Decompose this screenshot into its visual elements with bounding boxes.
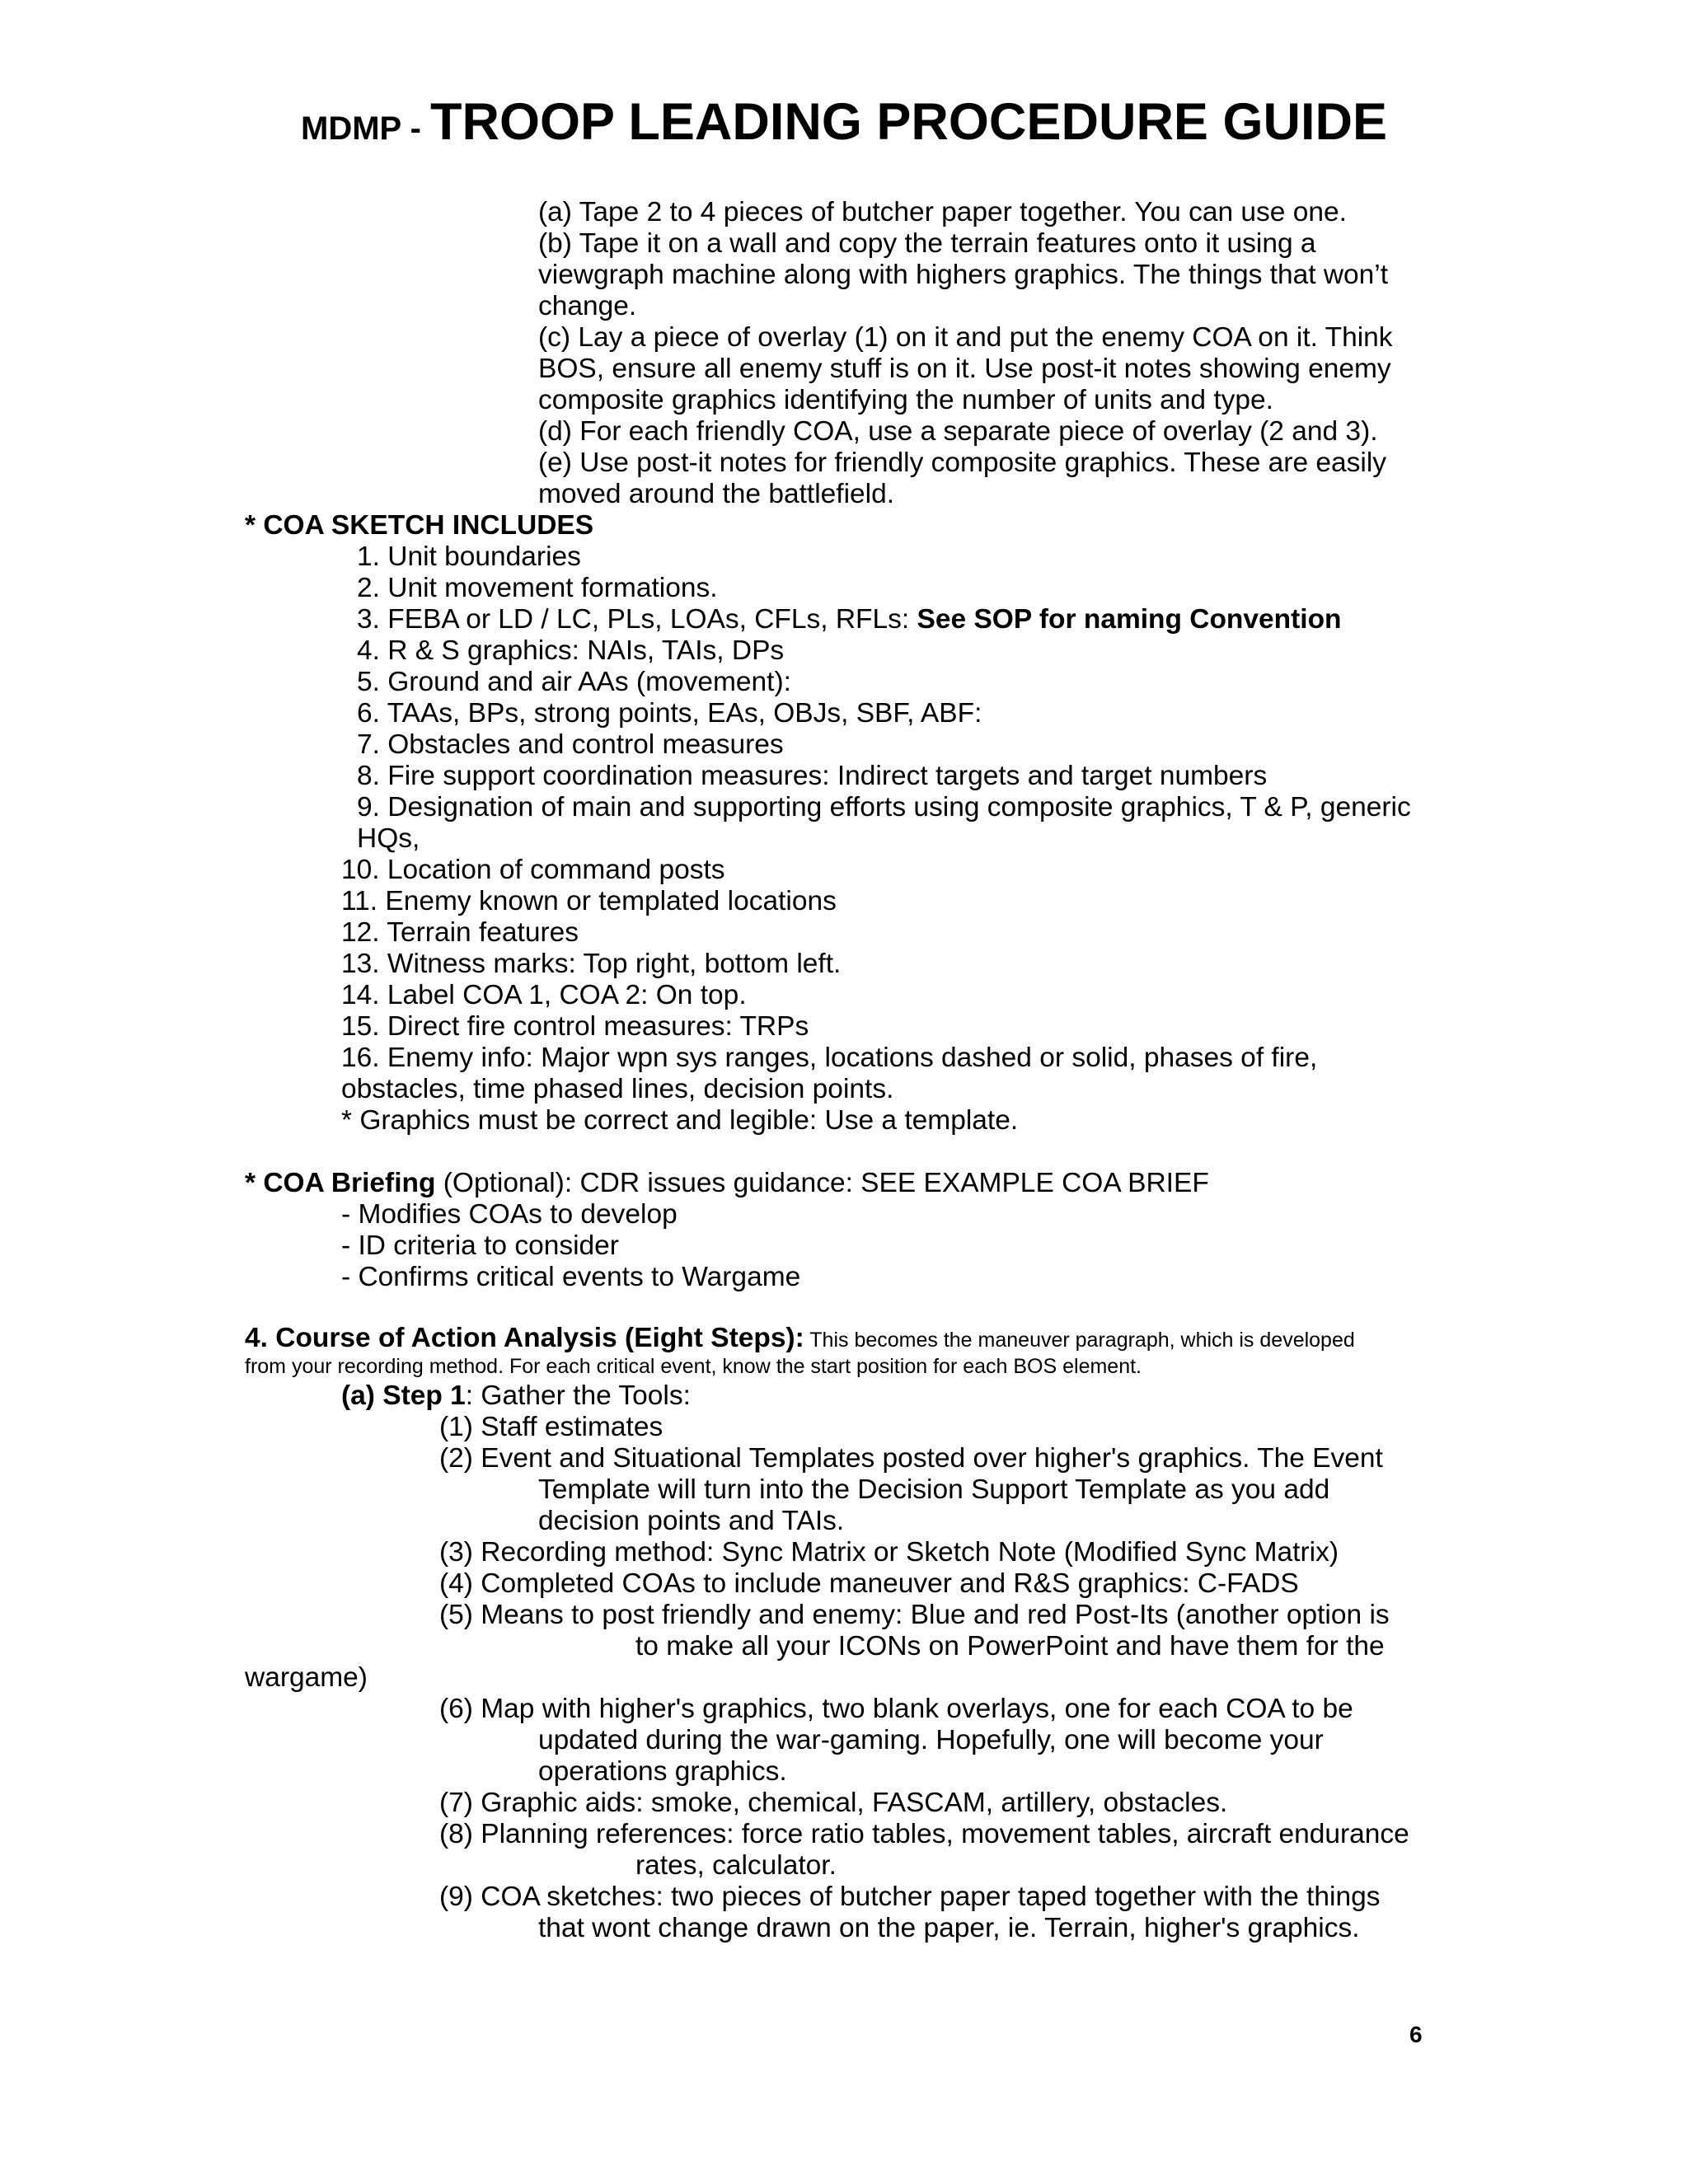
- page-number: 6: [1409, 2022, 1423, 2047]
- sketch-item: 12. Terrain features: [341, 917, 579, 948]
- sketch-item: 15. Direct fire control measures: TRPs: [341, 1011, 809, 1042]
- tool-item-cont: rates, calculator.: [635, 1850, 837, 1881]
- tool-item-cont: wargame): [245, 1662, 368, 1693]
- step-1-text: : Gather the Tools:: [465, 1380, 691, 1411]
- sop-naming-note: See SOP for naming Convention: [917, 604, 1342, 635]
- tool-item-cont: updated during the war-gaming. Hopefully, one will become your: [538, 1725, 1324, 1755]
- page-title: [0, 92, 1688, 152]
- coa-briefing: [245, 1168, 1209, 1199]
- coa-sketch-heading: * COA SKETCH INCLUDES: [245, 510, 594, 541]
- butcher-step-c-cont: composite graphics identifying the number of units and type.: [538, 385, 1273, 415]
- sketch-item-cont: HQs,: [357, 823, 420, 854]
- graphics-note: * Graphics must be correct and legible: Use a template.: [341, 1105, 1019, 1136]
- butcher-step-b: (b) Tape it on a wall and copy the terrain features onto it using a: [538, 228, 1316, 259]
- sketch-item: 8. Fire support coordination measures: Indirect targets and target numbers: [357, 761, 1268, 791]
- tool-item-cont: decision points and TAIs.: [538, 1506, 845, 1536]
- tool-item-cont: that wont change drawn on the paper, ie. Terrain, higher's graphics.: [538, 1913, 1360, 1943]
- tool-item: (4) Completed COAs to include maneuver and R&S graphics: C-FADS: [439, 1568, 1299, 1599]
- tool-item: (9) COA sketches: two pieces of butcher paper taped together with the things: [439, 1882, 1381, 1912]
- tool-item: (6) Map with higher's graphics, two blank overlays, one for each COA to be: [439, 1694, 1353, 1724]
- title-main: TROOP LEADING PROCEDURE GUIDE: [430, 93, 1387, 151]
- briefing-bullet: - Modifies COAs to develop: [341, 1199, 678, 1230]
- analysis-title: 4. Course of Action Analysis (Eight Steps):: [245, 1323, 804, 1353]
- butcher-step-b-cont: change.: [538, 291, 637, 321]
- sketch-item: 16. Enemy info: Major wpn sys ranges, locations dashed or solid, phases of fire,: [341, 1043, 1318, 1073]
- step-1: [341, 1380, 691, 1412]
- tool-item-cont: operations graphics.: [538, 1756, 787, 1787]
- butcher-step-b-cont: viewgraph machine along with highers graphics. The things that won’t: [538, 260, 1389, 290]
- sketch-item: 11. Enemy known or templated locations: [341, 886, 837, 916]
- sketch-item: 9. Designation of main and supporting efforts using composite graphics, T & P, generic: [357, 792, 1411, 823]
- briefing-text: (Optional): CDR issues guidance: SEE EXAMPLE COA BRIEF: [435, 1168, 1209, 1198]
- briefing-bullet: - ID criteria to consider: [341, 1230, 619, 1261]
- sketch-item: 7. Obstacles and control measures: [357, 729, 784, 760]
- tool-item: (3) Recording method: Sync Matrix or Sketch Note (Modified Sync Matrix): [439, 1537, 1339, 1568]
- sketch-item: 6. TAAs, BPs, strong points, EAs, OBJs, SBF, ABF:: [357, 698, 982, 729]
- tool-item: (8) Planning references: force ratio tables, movement tables, aircraft endurance: [439, 1819, 1409, 1849]
- butcher-step-d: (d) For each friendly COA, use a separate piece of overlay (2 and 3).: [538, 416, 1378, 447]
- sketch-item: 14. Label COA 1, COA 2: On top.: [341, 980, 747, 1010]
- tool-item: (1) Staff estimates: [439, 1412, 663, 1442]
- sketch-item: 13. Witness marks: Top right, bottom left.: [341, 949, 842, 979]
- butcher-step-a: (a) Tape 2 to 4 pieces of butcher paper together. You can use one.: [538, 197, 1347, 227]
- sketch-item: 4. R & S graphics: NAIs, TAIs, DPs: [357, 635, 785, 666]
- briefing-label: COA Briefing: [263, 1168, 436, 1198]
- sketch-item-cont: obstacles, time phased lines, decision points.: [341, 1074, 894, 1104]
- butcher-step-c-cont: BOS, ensure all enemy stuff is on it. Use post-it notes showing enemy: [538, 354, 1391, 384]
- coa-analysis-heading: [245, 1323, 1355, 1356]
- title-prefix: MDMP -: [301, 110, 431, 147]
- sketch-item: 10. Location of command posts: [341, 855, 725, 885]
- analysis-note-cont: from your recording method. For each critical event, know the start position for each BOS element.: [245, 1355, 1142, 1378]
- sketch-item: 1. Unit boundaries: [357, 541, 581, 572]
- sketch-item: 2. Unit movement formations.: [357, 573, 718, 603]
- step-1-label: (a) Step 1: [341, 1380, 466, 1411]
- sketch-item: 5. Ground and air AAs (movement):: [357, 667, 791, 697]
- butcher-step-c: (c) Lay a piece of overlay (1) on it and put the enemy COA on it. Think: [538, 322, 1393, 353]
- tool-item: (2) Event and Situational Templates posted over higher's graphics. The Event: [439, 1443, 1383, 1474]
- analysis-note: This becomes the maneuver paragraph, which is developed: [804, 1329, 1355, 1352]
- butcher-step-e-cont: moved around the battlefield.: [538, 479, 895, 509]
- sketch-item-text: 3. FEBA or LD / LC, PLs, LOAs, CFLs, RFLs:: [357, 604, 917, 635]
- briefing-star: *: [245, 1168, 264, 1198]
- tool-item-cont: Template will turn into the Decision Support Template as you add: [538, 1474, 1330, 1505]
- butcher-step-e: (e) Use post-it notes for friendly composite graphics. These are easily: [538, 448, 1387, 478]
- tool-item: (7) Graphic aids: smoke, chemical, FASCAM, artillery, obstacles.: [439, 1788, 1228, 1818]
- tool-item-cont: to make all your ICONs on PowerPoint and have them for the: [635, 1631, 1385, 1661]
- tool-item: (5) Means to post friendly and enemy: Blue and red Post-Its (another option is: [439, 1600, 1390, 1630]
- sketch-item: [357, 604, 1342, 635]
- briefing-bullet: - Confirms critical events to Wargame: [341, 1262, 801, 1292]
